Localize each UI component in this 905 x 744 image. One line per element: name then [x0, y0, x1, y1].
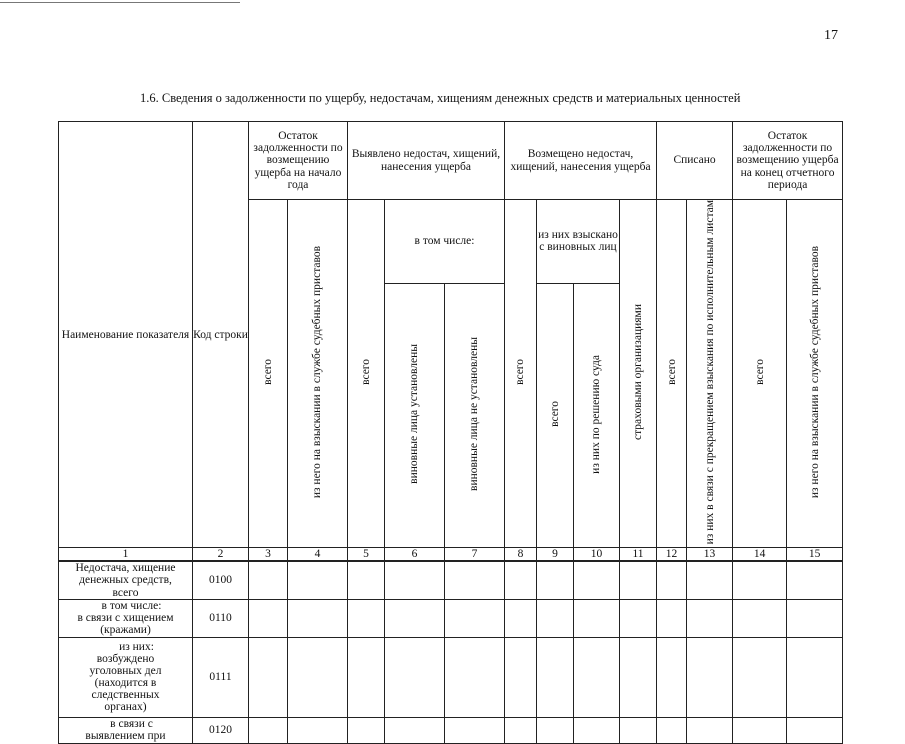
data-cell[interactable]: [687, 561, 733, 599]
data-cell[interactable]: [505, 637, 537, 717]
table-row: [59, 637, 843, 717]
data-cell[interactable]: [537, 637, 574, 717]
header-name: Наименование показателя: [59, 122, 193, 548]
row-code: 0111: [193, 637, 249, 717]
data-cell[interactable]: [733, 717, 787, 743]
data-cell[interactable]: [620, 561, 657, 599]
header-row-1: [59, 122, 843, 200]
data-cell[interactable]: [445, 717, 505, 743]
header-including: в том числе:: [385, 200, 505, 284]
data-cell[interactable]: [537, 717, 574, 743]
header-recovered-from: из них взыскано с виновных лиц: [537, 200, 620, 284]
data-cell[interactable]: [249, 637, 288, 717]
data-cell[interactable]: [657, 717, 687, 743]
data-cell[interactable]: [348, 599, 385, 637]
header-code: Код строки: [193, 122, 249, 548]
header-compensated: Возмещено недостач, хищений, нанесения ущерба: [505, 122, 657, 200]
row-label: из них: возбуждено уголовных дел (находится в следственных органах): [59, 637, 193, 717]
data-cell[interactable]: [574, 561, 620, 599]
header-c4: из него на взыскании в службе судебных приставов: [288, 200, 348, 548]
data-cell[interactable]: [445, 599, 505, 637]
data-cell[interactable]: [288, 717, 348, 743]
data-cell[interactable]: [574, 599, 620, 637]
data-cell[interactable]: [505, 717, 537, 743]
data-cell[interactable]: [537, 599, 574, 637]
col-num: 5: [348, 548, 385, 562]
header-c9: всего: [537, 283, 574, 548]
data-cell[interactable]: [385, 637, 445, 717]
data-cell[interactable]: [787, 599, 843, 637]
data-cell[interactable]: [445, 637, 505, 717]
header-c8: всего: [505, 200, 537, 548]
row-code: 0120: [193, 717, 249, 743]
data-cell[interactable]: [733, 599, 787, 637]
header-balance-start: Остаток задолженности по возмещению ущерба на начало года: [249, 122, 348, 200]
data-cell[interactable]: [348, 717, 385, 743]
data-cell[interactable]: [687, 717, 733, 743]
data-cell[interactable]: [620, 717, 657, 743]
row-label: Недостача, хищение денежных средств, всего: [59, 561, 193, 599]
col-num: 11: [620, 548, 657, 562]
header-c15: из него на взыскании в службе судебных приставов: [787, 200, 843, 548]
data-cell[interactable]: [385, 599, 445, 637]
data-cell[interactable]: [620, 637, 657, 717]
data-cell[interactable]: [574, 637, 620, 717]
table-row: [59, 599, 843, 637]
data-cell[interactable]: [657, 561, 687, 599]
data-cell[interactable]: [249, 599, 288, 637]
header-balance-end: Остаток задолженности по возмещению ущерба на конец отчетного периода: [733, 122, 843, 200]
table-row: [59, 717, 843, 743]
data-cell[interactable]: [574, 717, 620, 743]
column-number-row: [59, 548, 843, 562]
header-c7: виновные лица не установлены: [445, 283, 505, 548]
data-cell[interactable]: [733, 561, 787, 599]
data-cell[interactable]: [657, 637, 687, 717]
section-title: 1.6. Сведения о задолженности по ущербу, недостачам, хищениям денежных средств и материальных ценностей: [140, 91, 741, 105]
col-num: 2: [193, 548, 249, 562]
data-cell[interactable]: [249, 561, 288, 599]
data-cell[interactable]: [288, 561, 348, 599]
data-cell[interactable]: [348, 637, 385, 717]
row-label: в том числе: в связи с хищением (кражами): [59, 599, 193, 637]
page-number: 17: [824, 28, 838, 43]
data-cell[interactable]: [385, 561, 445, 599]
col-num: 15: [787, 548, 843, 562]
data-cell[interactable]: [288, 637, 348, 717]
col-num: 10: [574, 548, 620, 562]
col-num: 6: [385, 548, 445, 562]
header-c6: виновные лица установлены: [385, 283, 445, 548]
header-c12: всего: [657, 200, 687, 548]
data-cell[interactable]: [787, 637, 843, 717]
header-detected: Выявлено недостач, хищений, нанесения ущерба: [348, 122, 505, 200]
data-cell[interactable]: [385, 717, 445, 743]
row-label: в связи с выявлением при: [59, 717, 193, 743]
row-code: 0100: [193, 561, 249, 599]
row-code: 0110: [193, 599, 249, 637]
data-cell[interactable]: [348, 561, 385, 599]
data-cell[interactable]: [620, 599, 657, 637]
col-num: 3: [249, 548, 288, 562]
header-c5: всего: [348, 200, 385, 548]
col-num: 13: [687, 548, 733, 562]
data-cell[interactable]: [687, 637, 733, 717]
data-cell[interactable]: [787, 561, 843, 599]
data-cell[interactable]: [249, 717, 288, 743]
report-table: [58, 121, 843, 744]
data-cell[interactable]: [733, 637, 787, 717]
header-c3: всего: [249, 200, 288, 548]
col-num: 9: [537, 548, 574, 562]
col-num: 4: [288, 548, 348, 562]
data-cell[interactable]: [445, 561, 505, 599]
header-written-off: Списано: [657, 122, 733, 200]
col-num: 12: [657, 548, 687, 562]
header-c11: страховыми организациями: [620, 200, 657, 548]
data-cell[interactable]: [505, 599, 537, 637]
col-num: 7: [445, 548, 505, 562]
header-c10: из них по решению суда: [574, 283, 620, 548]
data-cell[interactable]: [537, 561, 574, 599]
data-cell[interactable]: [657, 599, 687, 637]
header-c13: из них в связи с прекращением взыскания по исполнительным листам: [687, 200, 733, 548]
table-row: [59, 561, 843, 599]
data-cell[interactable]: [687, 599, 733, 637]
col-num: 14: [733, 548, 787, 562]
header-rule: [0, 2, 240, 3]
col-num: 8: [505, 548, 537, 562]
col-num: 1: [59, 548, 193, 562]
data-cell[interactable]: [505, 561, 537, 599]
header-c14: всего: [733, 200, 787, 548]
data-cell[interactable]: [288, 599, 348, 637]
data-cell[interactable]: [787, 717, 843, 743]
